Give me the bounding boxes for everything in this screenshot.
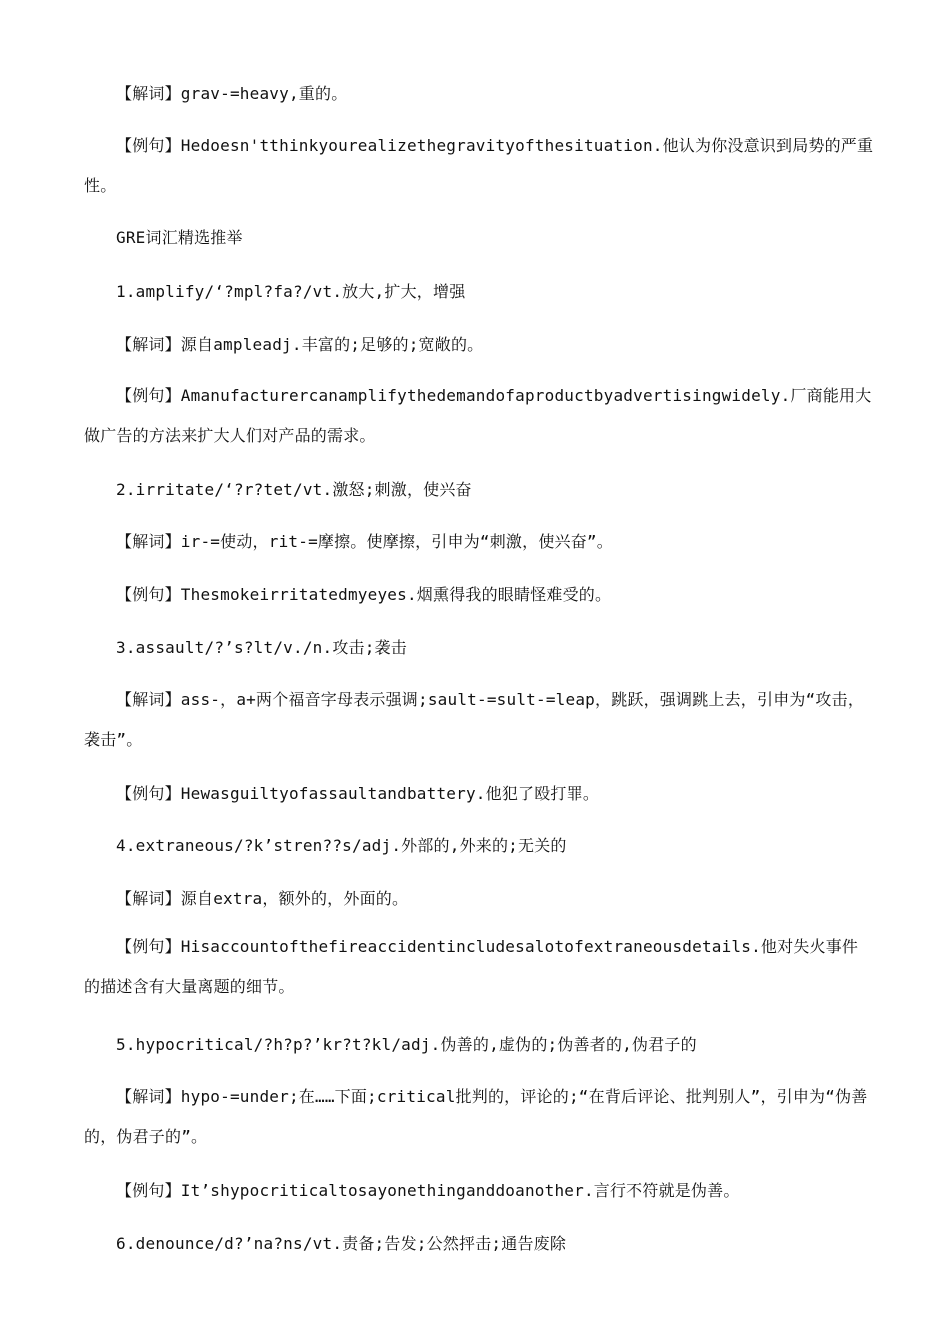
entry-amplify: 1.amplify/‘?mpl?fa?/vt.放大,扩大，增强 [116,282,466,301]
entry-hypocritical: 5.hypocritical/?h?p?’kr?t?kl/adj.伪善的,虚伪的;伪善者的,伪君子的 [116,1035,697,1054]
paragraph-grav-definition: 【解词】grav-=heavy,重的。 [116,84,348,103]
hypocritical-definition: 【解词】hypo-=under;在……下面;critical批判的，评论的;“在背后评论、批判别人”，引申为“伪善的，伪君子的”。 [84,1087,868,1146]
assault-definition: 【解词】ass-，a+两个福音字母表示强调;sault-=sult-=leap，跳跃，强调跳上去，引申为“攻击，袭击”。 [84,690,865,749]
amplify-definition: 【解词】源自ampleadj.丰富的;足够的;宽敞的。 [116,335,484,354]
irritate-definition: 【解词】ir-=使动，rit-=摩擦。使摩擦，引申为“刺激，使兴奋”。 [116,532,613,551]
irritate-example: 【例句】Thesmokeirritatedmyeyes.烟熏得我的眼睛怪难受的。 [116,585,612,604]
paragraph-grav-example: 【例句】Hedoesn'tthinkyourealizethegravityofthesituation.他认为你没意识到局势的严重性。 [84,136,874,195]
section-heading: GRE词汇精选推举 [116,228,243,247]
hypocritical-example: 【例句】It’shypocriticaltosayonethinganddoanother.言行不符就是伪善。 [116,1181,740,1200]
entry-irritate: 2.irritate/‘?r?tet/vt.激怒;刺激，使兴奋 [116,480,472,499]
extraneous-example: 【例句】Hisaccountofthefireaccidentincludesalotofextraneousdetails.他对失火事件的描述含有大量离题的细节。 [84,937,859,996]
amplify-example: 【例句】Amanufacturercanamplifythedemandofaproductbyadvertisingwidely.厂商能用大做广告的方法来扩大人们对产品的需求。 [84,386,872,445]
assault-example: 【例句】Hewasguiltyofassaultandbattery.他犯了殴打罪。 [116,784,600,803]
entry-assault: 3.assault/?’s?lt/v./n.攻击;袭击 [116,638,407,657]
extraneous-definition: 【解词】源自extra，额外的，外面的。 [116,889,409,908]
entry-extraneous: 4.extraneous/?k’stren??s/adj.外部的,外来的;无关的 [116,836,567,855]
entry-denounce: 6.denounce/d?’na?ns/vt.责备;告发;公然抨击;通告废除 [116,1234,567,1253]
